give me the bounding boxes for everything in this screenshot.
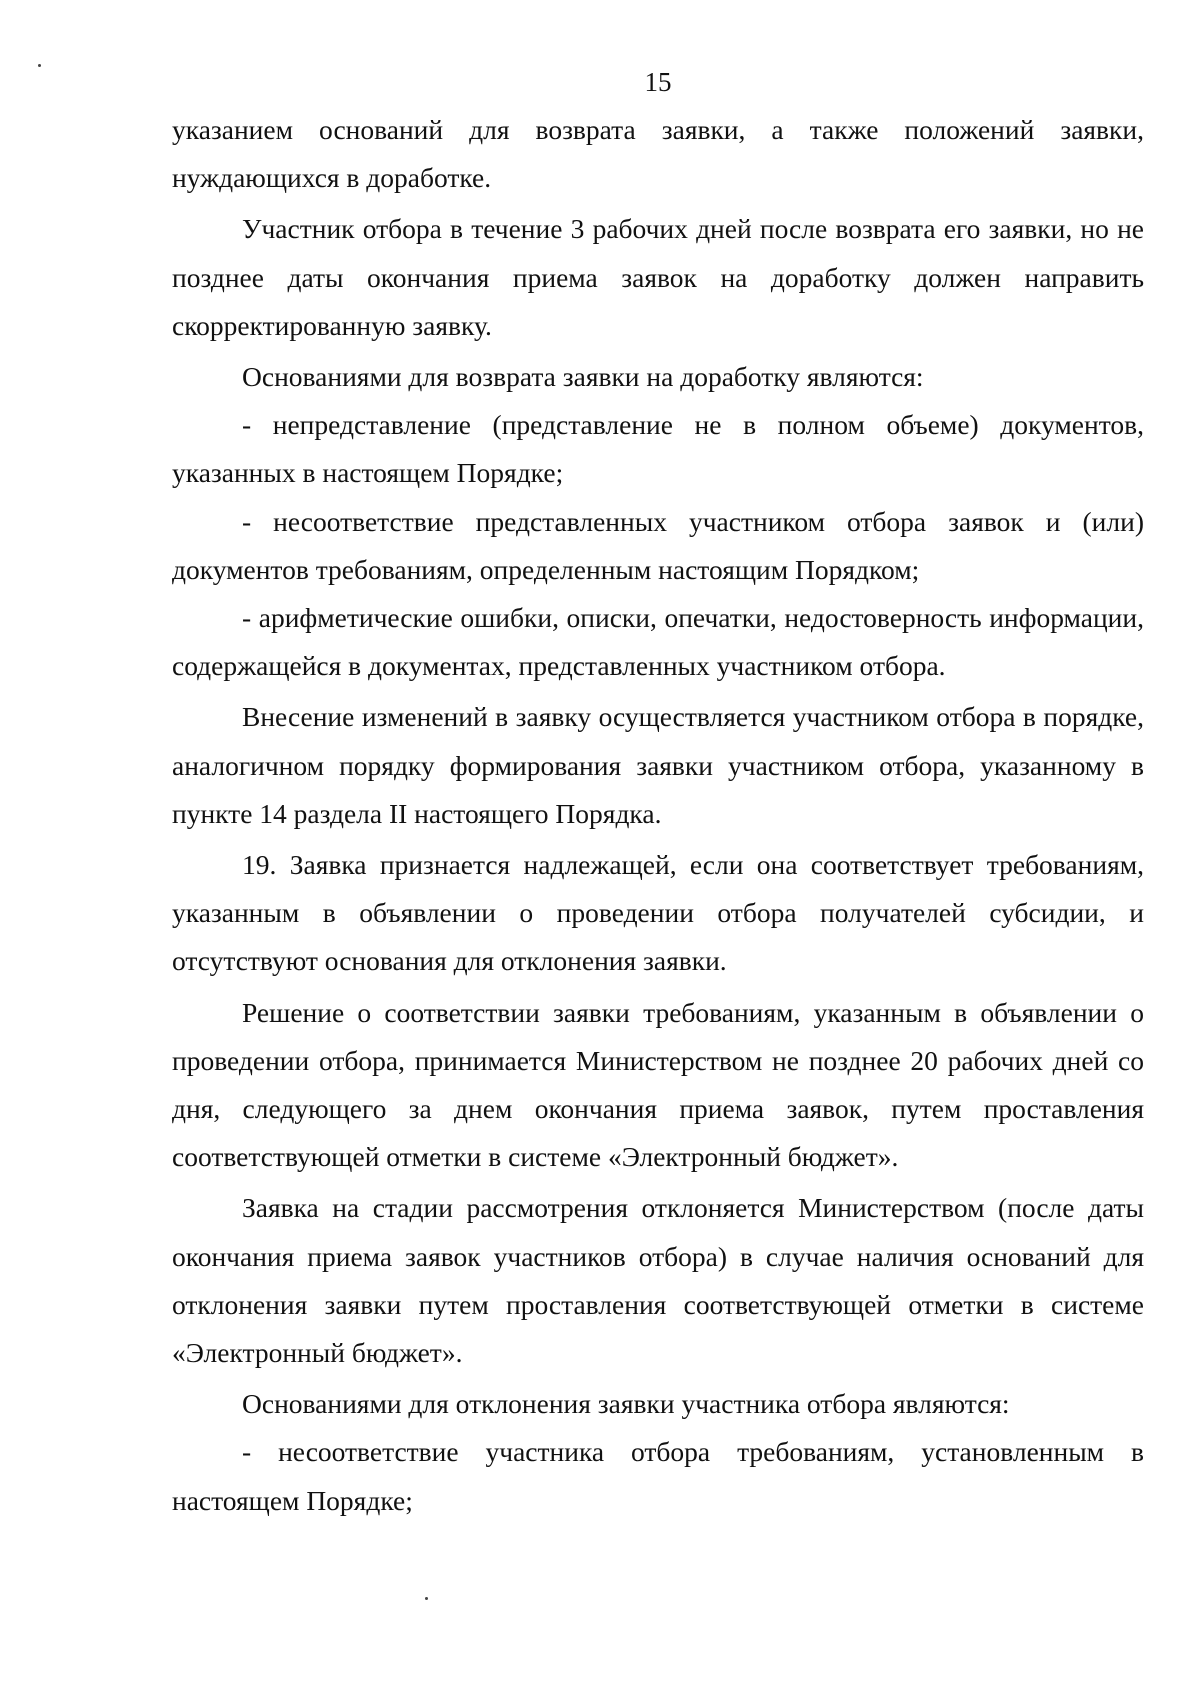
paragraph-return-grounds-heading: Основаниями для возврата заявки на доработку являются: (242, 361, 924, 393)
document-body (172, 106, 1144, 1525)
paragraph-rejection-grounds-heading: Основаниями для отклонения заявки участника отбора являются: (242, 1388, 1010, 1420)
page-number: 15 (644, 67, 672, 97)
list-item-missing-documents: - непредставление (представление не в полном объеме) документов, указанных в настоящем Порядке; (172, 409, 1144, 489)
scan-speck (425, 1597, 428, 1600)
list-item-nonconformity: - несоответствие представленных участником отбора заявок и (или) документов требованиям, определенным настоящим Порядком; (172, 505, 1144, 585)
paragraph-amendments: Внесение изменений в заявку осуществляется участником отбора в порядке, аналогичном порядку формирования заявки участником отбора, указанному в пункте 14 раздела II настоящего Порядка. (172, 701, 1144, 829)
list-item-participant-nonconformity: - несоответствие участника отбора требованиям, установленным в настоящем Порядке; (172, 1436, 1144, 1516)
list-item-errors: - арифметические ошибки, описки, опечатки, недостоверность информации, содержащейся в документах, представленных участником отбора. (172, 602, 1144, 682)
paragraph-rejection: Заявка на стадии рассмотрения отклоняется Министерством (после даты окончания приема заявок участников отбора) в случае наличия оснований для отклонения заявки путем проставления соответствующей отметки в системе «Электронный бюджет». (172, 1192, 1144, 1369)
paragraph-conformity-decision: Решение о соответствии заявки требованиям, указанным в объявлении о проведении отбора, принимается Министерством не позднее 20 рабочих дней со дня, следующего за днем окончания приема заявок, путем проставления соответствующей отметки в системе «Электронный бюджет». (172, 996, 1144, 1173)
paragraph-resubmission-deadline: Участник отбора в течение 3 рабочих дней после возврата его заявки, но не позднее даты окончания приема заявок на доработку должен направить скорректированную заявку. (172, 213, 1144, 341)
paragraph-continuation: указанием оснований для возврата заявки, а также положений заявки, нуждающихся в доработке. (172, 114, 1144, 194)
paragraph-clause-19: 19. Заявка признается надлежащей, если она соответствует требованиям, указанным в объявлении о проведении отбора получателей субсидии, и отсутствуют основания для отклонения заявки. (172, 849, 1144, 977)
